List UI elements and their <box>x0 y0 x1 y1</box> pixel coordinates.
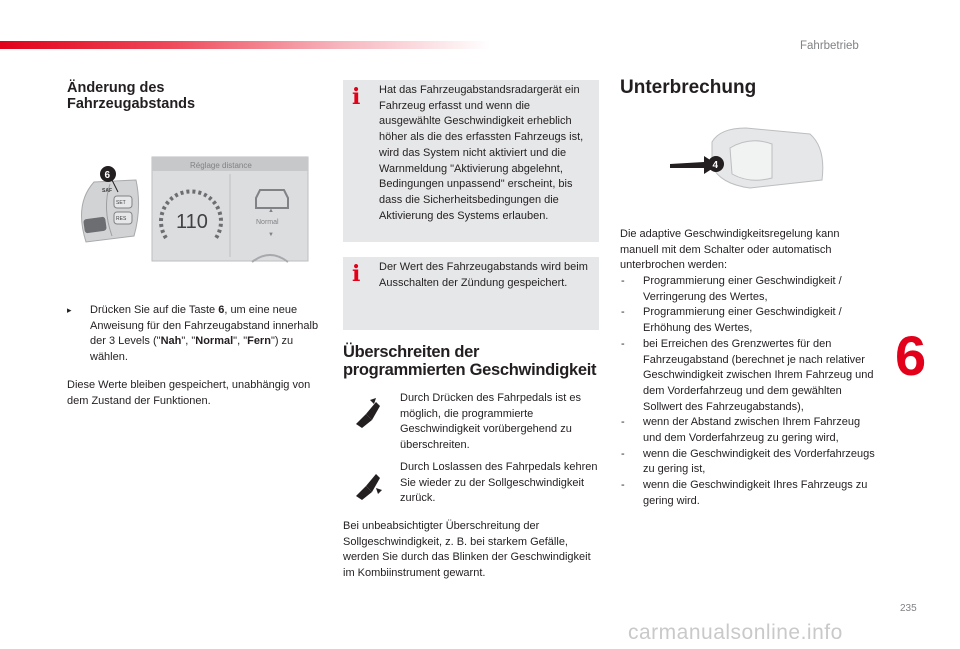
chapter-number: 6 <box>895 324 927 387</box>
info-box-activation <box>343 80 599 242</box>
svg-text:▲: ▲ <box>268 208 274 214</box>
svg-text:▼: ▼ <box>268 232 274 238</box>
list-item: - Programmierung einer Geschwindigkeit / Erhöhung des Wertes, <box>620 305 880 336</box>
left-section-title: Änderung des Fahrzeugabstands <box>67 80 196 112</box>
button-6-label: 6 <box>104 170 111 181</box>
check-arrow-icon: ▸ <box>67 305 72 315</box>
info-icon: i <box>352 261 361 287</box>
level-far: Fern <box>247 335 271 348</box>
right-section-title: Unterbrechung <box>620 77 757 98</box>
distance-setting-illustration <box>66 152 310 264</box>
pedal-press-text: Durch Drücken des Fahrpedals ist es möglich, die programmierte Geschwindigkeit vorübergehend zu überschreiten. <box>400 392 581 452</box>
res-label: RES <box>116 216 127 222</box>
list-item: - wenn die Geschwindigkeit des Vorderfahrzeugs zu gering ist, <box>620 447 880 478</box>
figure-number: 4 <box>712 160 719 171</box>
page-number: 235 <box>900 603 917 614</box>
saf-label: SAF <box>102 188 112 194</box>
info-box-memory <box>343 257 599 330</box>
left-note: Diese Werte bleiben gespeichert, unabhängig von dem Zustand der Funktionen. <box>67 379 311 407</box>
level-near: Nah <box>160 335 182 348</box>
middle-section-title: Überschreiten der programmierten Geschwindigkeit <box>343 343 597 379</box>
info-text-activation: Hat das Fahrzeugabstandsradargerät ein Fahrzeug erfasst und wenn die ausgewählte Geschwindigkeit erheblich höher als die des erfassten Fahrzeugs ist, wird das System nicht aktiviert und die Warnmeldung "Aktivierung abgelehnt, Bedingungen unpassend" erscheint, bis dass die Sicherheitsbedingungen die Aktivierung des Systems erlauben. <box>379 84 584 222</box>
interruption-intro: Die adaptive Geschwindigkeitsregelung kann manuell mit dem Schalter oder automatisch unterbrochen werden: <box>620 228 840 272</box>
section-label: Fahrbetrieb <box>800 40 859 52</box>
header-accent-bar <box>0 41 490 49</box>
list-item: - wenn die Geschwindigkeit Ihres Fahrzeugs zu gering wird. <box>620 478 880 509</box>
key-number: 6 <box>218 304 225 316</box>
distance-level: Normal <box>256 219 279 226</box>
speed-value: 110 <box>176 211 208 233</box>
watermark: carmanualsonline.info <box>628 621 843 644</box>
set-label: SET <box>116 200 126 206</box>
list-item: - Programmierung einer Geschwindigkeit / Verringerung des Wertes, <box>620 274 880 305</box>
screen-title: Réglage distance <box>190 161 252 170</box>
info-icon: i <box>352 84 361 110</box>
info-text-memory: Der Wert des Fahrzeugabstands wird beim Ausschalten der Zündung gespeichert. <box>379 261 588 289</box>
instruction-bullet: ▸ Drücken Sie auf die Taste 6, um eine neue Anweisung für den Fahrzeugabstand innerhalb der 3 Levels ("Nah", "Normal", "Fern") zu wählen. <box>67 304 319 364</box>
interruption-figure <box>660 122 830 200</box>
level-normal: Normal <box>195 335 234 348</box>
list-item: - bei Erreichen des Grenzwertes für den Fahrzeugabstand (berechnet je nach relativer Geschwindigkeit zwischen Ihrem Fahrzeug und dem Vorderfahrzeug und dem gewählten Sollwert des Fahrzeugabstands), <box>620 337 880 416</box>
list-item: - wenn der Abstand zwischen Ihrem Fahrzeug und dem Vorderfahrzeug zu gering wird, <box>620 415 880 446</box>
overspeed-warning: Bei unbeabsichtigter Überschreitung der Sollgeschwindigkeit, z. B. bei starkem Gefälle, werden Sie durch das Blinken der Geschwindigkeit im Kombiinstrument gewarnt. <box>343 520 591 580</box>
interruption-list <box>620 274 880 510</box>
pedal-press-icon <box>350 396 384 430</box>
pedal-release-icon <box>350 468 384 502</box>
distance-setting-figure <box>66 152 310 264</box>
pedal-release-text: Durch Loslassen des Fahrpedals kehren Sie wieder zu der Sollgeschwindigkeit zurück. <box>400 461 598 505</box>
